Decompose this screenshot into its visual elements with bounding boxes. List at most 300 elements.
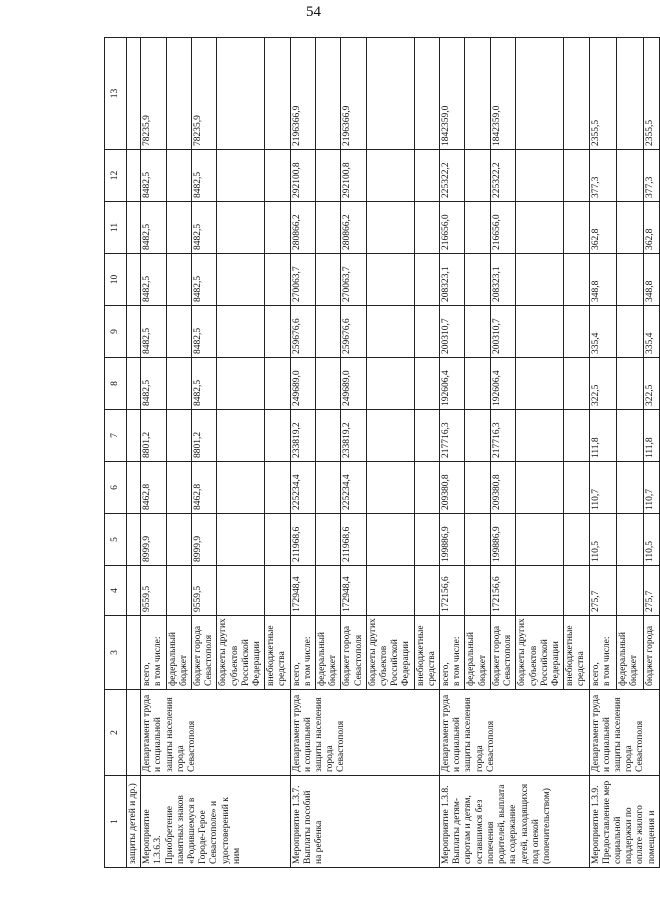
- funding-source-line: Федерации: [252, 641, 263, 686]
- value-cell: [316, 150, 341, 202]
- header-cell: 5: [105, 514, 127, 566]
- value-cell: [192, 202, 217, 254]
- funding-source-cell: [316, 616, 341, 690]
- value-cell: [217, 150, 265, 202]
- value-cell: [341, 462, 366, 514]
- value-cell: [366, 566, 414, 616]
- value-cell: [341, 514, 366, 566]
- value-cell: [166, 254, 191, 306]
- funding-source-cell: [217, 616, 265, 690]
- value-cell: [644, 514, 659, 566]
- value-cell: [366, 306, 414, 358]
- empty-cell: [127, 690, 141, 776]
- budget-table: [104, 37, 660, 868]
- funding-source-line: бюджет города: [645, 625, 656, 686]
- value-cell: [141, 566, 166, 616]
- value: 8999,9: [193, 535, 204, 562]
- value: 211968,6: [291, 526, 302, 562]
- value-cell: [141, 306, 166, 358]
- empty-cell: [127, 38, 141, 150]
- header-cell: 4: [105, 566, 127, 616]
- value-cell: [141, 202, 166, 254]
- value-cell: [465, 358, 490, 410]
- funding-source-cell: [414, 616, 439, 690]
- value-cell: [414, 358, 439, 410]
- value-cell: [166, 462, 191, 514]
- executor-cell: Департамент труда и социальной защиты населения города Севастополя: [589, 690, 659, 776]
- value-cell: [490, 202, 515, 254]
- value: 8462,8: [142, 483, 153, 510]
- funding-source-line: бюджет города: [491, 625, 502, 686]
- value-cell: [516, 202, 564, 254]
- value: 1842359,0: [491, 105, 502, 146]
- value: 259676,6: [342, 318, 353, 354]
- value-cell: [516, 38, 564, 150]
- value-cell: [516, 462, 564, 514]
- value-cell: [341, 358, 366, 410]
- funding-source-line: всего,: [590, 662, 601, 686]
- value: 8482,5: [193, 275, 204, 302]
- value-cell: [589, 38, 616, 150]
- executor-cell: Департамент труда и социальной защиты населения города Севастополя: [290, 690, 439, 776]
- funding-source-line: федеральный: [167, 632, 178, 686]
- value-cell: [616, 514, 643, 566]
- header-cell: 11: [105, 202, 127, 254]
- value-cell: [217, 254, 265, 306]
- value-cell: [440, 202, 465, 254]
- value-cell: [341, 410, 366, 462]
- value: 362,8: [645, 228, 656, 250]
- funding-source-line: внебюджетные: [565, 625, 576, 686]
- funding-source-cell: [366, 616, 414, 690]
- funding-source-line: бюджет города: [342, 625, 353, 686]
- value-cell: [265, 358, 290, 410]
- value-cell: [616, 306, 643, 358]
- funding-source-cell: [490, 616, 515, 690]
- value: 8482,5: [142, 379, 153, 406]
- value-cell: [316, 306, 341, 358]
- value: 208323,1: [491, 266, 502, 302]
- value-cell: [217, 410, 265, 462]
- value-cell: [589, 410, 616, 462]
- value-cell: [341, 254, 366, 306]
- value: 335,4: [645, 332, 656, 354]
- header-cell: 8: [105, 358, 127, 410]
- value-cell: [192, 514, 217, 566]
- value-cell: [366, 202, 414, 254]
- value: 200310,7: [491, 318, 502, 354]
- value: 362,8: [590, 228, 601, 250]
- value-cell: [516, 514, 564, 566]
- empty-cell: [127, 306, 141, 358]
- value-cell: [366, 410, 414, 462]
- value-cell: [644, 306, 659, 358]
- rotated-table-wrapper: [104, 38, 657, 868]
- value-cell: [217, 358, 265, 410]
- value: 225234,4: [342, 474, 353, 510]
- value-cell: [414, 38, 439, 150]
- value-cell: [644, 150, 659, 202]
- value-cell: [465, 38, 490, 150]
- value-cell: [265, 306, 290, 358]
- value-cell: [490, 254, 515, 306]
- value-cell: [414, 150, 439, 202]
- header-cell: 1: [105, 776, 127, 868]
- value-cell: [166, 566, 191, 616]
- empty-cell: [127, 410, 141, 462]
- value-cell: [440, 358, 465, 410]
- value-cell: [265, 566, 290, 616]
- value-cell: [516, 410, 564, 462]
- value: 280866,2: [342, 214, 353, 250]
- value-cell: [217, 38, 265, 150]
- funding-source-line: субъектов: [229, 645, 240, 686]
- value-cell: [616, 150, 643, 202]
- value: 8801,2: [193, 431, 204, 458]
- funding-source-cell: [516, 616, 564, 690]
- empty-cell: [127, 462, 141, 514]
- value-cell: [217, 566, 265, 616]
- value-cell: [366, 358, 414, 410]
- value: 199886,9: [491, 526, 502, 562]
- value: 8801,2: [142, 431, 153, 458]
- funding-source-line: бюджет: [178, 654, 189, 686]
- funding-source-cell: [341, 616, 366, 690]
- empty-cell: [127, 254, 141, 306]
- value-cell: [465, 150, 490, 202]
- value-cell: [192, 410, 217, 462]
- value-cell: [166, 514, 191, 566]
- funding-source-line: бюджет: [477, 654, 488, 686]
- value-cell: [490, 150, 515, 202]
- funding-source-line: бюджеты других: [218, 618, 229, 686]
- value-cell: [616, 462, 643, 514]
- value-cell: [465, 410, 490, 462]
- value-cell: [290, 150, 315, 202]
- empty-cell: [127, 566, 141, 616]
- table-row: [440, 38, 465, 868]
- value-cell: [192, 306, 217, 358]
- value: 2196366,9: [291, 105, 302, 146]
- value-cell: [564, 410, 589, 462]
- empty-cell: [127, 358, 141, 410]
- value-cell: [616, 254, 643, 306]
- value: 110,5: [590, 540, 601, 562]
- value-cell: [217, 202, 265, 254]
- value-cell: [414, 566, 439, 616]
- value-cell: [564, 566, 589, 616]
- value-cell: [644, 38, 659, 150]
- value-cell: [564, 462, 589, 514]
- empty-cell: [127, 202, 141, 254]
- executor-cell: Департамент труда и социальной защиты населения города Севастополя: [141, 690, 290, 776]
- value-cell: [465, 202, 490, 254]
- funding-source-line: субъектов: [379, 645, 390, 686]
- funding-source-line: Российской: [539, 639, 550, 686]
- value-cell: [316, 38, 341, 150]
- funding-source-line: Федерации: [401, 641, 412, 686]
- value-cell: [616, 202, 643, 254]
- value: 111,8: [590, 437, 601, 458]
- value-cell: [265, 38, 290, 150]
- value-cell: [141, 410, 166, 462]
- value: 172948,4: [291, 576, 302, 612]
- value-cell: [465, 306, 490, 358]
- value: 335,4: [590, 332, 601, 354]
- value-cell: [141, 38, 166, 150]
- value-cell: [290, 254, 315, 306]
- funding-source-cell: [465, 616, 490, 690]
- empty-cell: [127, 616, 141, 690]
- value: 8482,5: [142, 275, 153, 302]
- value-cell: [564, 254, 589, 306]
- value-cell: [414, 202, 439, 254]
- value-cell: [316, 202, 341, 254]
- value-cell: [141, 150, 166, 202]
- value-cell: [465, 254, 490, 306]
- value-cell: [290, 202, 315, 254]
- value: 275,7: [590, 590, 601, 612]
- value-cell: [265, 462, 290, 514]
- value-cell: [217, 462, 265, 514]
- value: 111,8: [645, 437, 656, 458]
- empty-cell: [127, 150, 141, 202]
- funding-source-line: федеральный: [466, 632, 477, 686]
- funding-source-line: всего,: [142, 662, 153, 686]
- value: 9559,5: [142, 585, 153, 612]
- value-cell: [644, 566, 659, 616]
- value: 8482,5: [193, 327, 204, 354]
- value-cell: [192, 358, 217, 410]
- value-cell: [589, 306, 616, 358]
- funding-source-line: Российской: [390, 639, 401, 686]
- funding-source-line: бюджет: [629, 654, 640, 686]
- value: 377,3: [645, 176, 656, 198]
- value-cell: [465, 514, 490, 566]
- funding-source-line: бюджеты других: [367, 618, 378, 686]
- value-cell: [316, 514, 341, 566]
- value: 2196366,9: [342, 105, 353, 146]
- value-cell: [366, 150, 414, 202]
- value-cell: [366, 38, 414, 150]
- value-cell: [414, 254, 439, 306]
- value-cell: [192, 254, 217, 306]
- value-cell: [589, 150, 616, 202]
- value: 216656,0: [491, 214, 502, 250]
- funding-source-line: внебюджетные: [266, 625, 277, 686]
- value: 110,7: [590, 488, 601, 510]
- value: 192606,4: [441, 370, 452, 406]
- header-cell: 2: [105, 690, 127, 776]
- funding-source-cell: [192, 616, 217, 690]
- value-cell: [465, 462, 490, 514]
- value-cell: [366, 462, 414, 514]
- value: 233819,2: [342, 422, 353, 458]
- value-cell: [616, 566, 643, 616]
- value-cell: [316, 566, 341, 616]
- value-cell: [440, 38, 465, 150]
- funding-source-line: в том числе:: [153, 636, 164, 686]
- value-cell: [265, 410, 290, 462]
- value-cell: [316, 254, 341, 306]
- funding-source-line: Севастополя: [503, 634, 514, 686]
- header-cell: 12: [105, 150, 127, 202]
- value: 200310,7: [441, 318, 452, 354]
- value: 8482,5: [142, 223, 153, 250]
- funding-source-cell: [141, 616, 166, 690]
- value-cell: [414, 410, 439, 462]
- value-cell: [440, 410, 465, 462]
- funding-source-cell: [564, 616, 589, 690]
- funding-source-line: всего,: [291, 662, 302, 686]
- executor-cell: Департамент труда и социальной защиты населения города Севастополя: [440, 690, 589, 776]
- header-cell: 6: [105, 462, 127, 514]
- value: 208323,1: [441, 266, 452, 302]
- value: 217716,3: [491, 422, 502, 458]
- funding-source-cell: [589, 616, 616, 690]
- value-cell: [644, 202, 659, 254]
- value-cell: [166, 410, 191, 462]
- value-cell: [564, 150, 589, 202]
- value-cell: [616, 410, 643, 462]
- value: 217716,3: [441, 422, 452, 458]
- value: 172156,6: [441, 576, 452, 612]
- value-cell: [465, 566, 490, 616]
- value-cell: [589, 358, 616, 410]
- value: 110,7: [645, 488, 656, 510]
- funding-source-line: бюджет: [328, 654, 339, 686]
- value: 192606,4: [491, 370, 502, 406]
- funding-source-cell: [440, 616, 465, 690]
- value-cell: [290, 410, 315, 462]
- value-cell: [192, 38, 217, 150]
- table-body: [105, 38, 660, 868]
- header-row: [105, 38, 127, 868]
- value: 270063,7: [342, 266, 353, 302]
- funding-source-line: Российской: [240, 639, 251, 686]
- value: 8482,5: [142, 327, 153, 354]
- value-cell: [490, 306, 515, 358]
- value-cell: [564, 306, 589, 358]
- value-cell: [589, 566, 616, 616]
- value-cell: [166, 150, 191, 202]
- value-cell: [644, 358, 659, 410]
- table-row: [141, 38, 166, 868]
- funding-source-line: в том числе:: [452, 636, 463, 686]
- value-cell: [217, 514, 265, 566]
- value-cell: [414, 306, 439, 358]
- value-cell: [316, 410, 341, 462]
- value-cell: [490, 410, 515, 462]
- value-cell: [141, 358, 166, 410]
- value-cell: [616, 38, 643, 150]
- value-cell: [490, 566, 515, 616]
- value-cell: [516, 150, 564, 202]
- value: 292100,8: [291, 162, 302, 198]
- value: 78235,9: [142, 115, 153, 146]
- value-cell: [341, 150, 366, 202]
- value-cell: [516, 254, 564, 306]
- funding-source-line: бюджеты других: [517, 618, 528, 686]
- value-cell: [490, 38, 515, 150]
- header-cell: 13: [105, 38, 127, 150]
- funding-source-line: в том числе:: [601, 636, 612, 686]
- value-cell: [217, 306, 265, 358]
- value-cell: [341, 566, 366, 616]
- value-cell: [440, 150, 465, 202]
- funding-source-line: в том числе:: [302, 636, 313, 686]
- value-cell: [265, 514, 290, 566]
- value-cell: [265, 202, 290, 254]
- measure-name-cell: Мероприятие 1.3.7. Выплаты пособий на ребенка: [290, 776, 439, 868]
- funding-source-line: бюджет города: [193, 625, 204, 686]
- value: 78235,9: [193, 115, 204, 146]
- value: 225234,4: [291, 474, 302, 510]
- value: 259676,6: [291, 318, 302, 354]
- value: 209380,8: [491, 474, 502, 510]
- value: 249689,0: [291, 370, 302, 406]
- value: 225322,2: [441, 162, 452, 198]
- value: 275,7: [645, 590, 656, 612]
- value-cell: [644, 254, 659, 306]
- value-cell: [166, 38, 191, 150]
- value: 292100,8: [342, 162, 353, 198]
- funding-source-line: всего,: [441, 662, 452, 686]
- value-cell: [564, 358, 589, 410]
- value: 8482,5: [193, 223, 204, 250]
- value: 209380,8: [441, 474, 452, 510]
- value-cell: [490, 358, 515, 410]
- value-cell: [516, 306, 564, 358]
- measure-name-cell: Мероприятие 1.3.6.3. Приобретение памятных знаков «Родившемуся в Городе-Герое Севастополе» и удостоверений к ним: [141, 776, 290, 868]
- continuation-row: [127, 38, 141, 868]
- value-cell: [166, 202, 191, 254]
- value-cell: [141, 514, 166, 566]
- funding-source-line: средства: [426, 651, 437, 686]
- header-cell: 9: [105, 306, 127, 358]
- value-cell: [366, 514, 414, 566]
- value-cell: [341, 306, 366, 358]
- value-cell: [589, 462, 616, 514]
- header-cell: 3: [105, 616, 127, 690]
- funding-source-line: средства: [576, 651, 587, 686]
- value: 216656,0: [441, 214, 452, 250]
- page-number: 54: [306, 4, 321, 20]
- value-cell: [414, 514, 439, 566]
- table-row: [589, 38, 616, 868]
- value: 8482,5: [142, 171, 153, 198]
- value-cell: [644, 410, 659, 462]
- value: 2355,5: [590, 119, 601, 146]
- empty-cell: [127, 514, 141, 566]
- value-cell: [414, 462, 439, 514]
- value-cell: [440, 254, 465, 306]
- value-cell: [290, 514, 315, 566]
- value: 322,5: [645, 384, 656, 406]
- value-cell: [290, 462, 315, 514]
- funding-source-cell: [265, 616, 290, 690]
- value-cell: [316, 462, 341, 514]
- value-cell: [290, 306, 315, 358]
- value: 348,8: [590, 280, 601, 302]
- funding-source-line: Севастополя: [204, 634, 215, 686]
- value-cell: [192, 462, 217, 514]
- value: 8482,5: [193, 379, 204, 406]
- funding-source-cell: [166, 616, 191, 690]
- value: 1842359,0: [441, 105, 452, 146]
- value: 110,5: [645, 540, 656, 562]
- value: 172156,6: [491, 576, 502, 612]
